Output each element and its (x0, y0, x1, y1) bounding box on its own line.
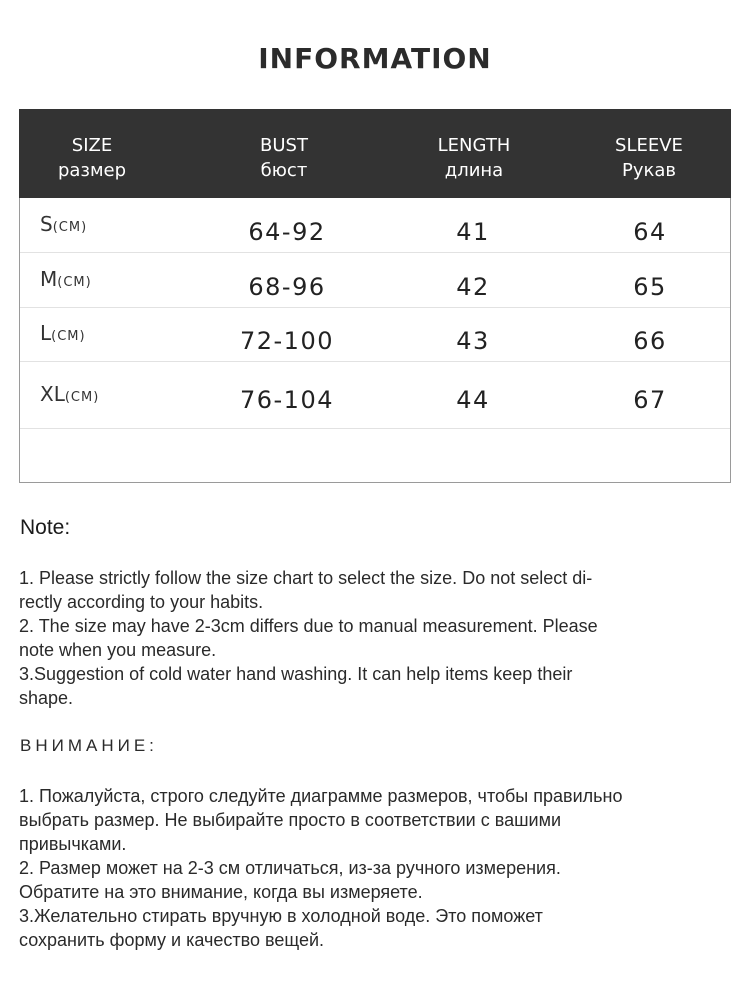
notice-line: 2. Размер может на 2-3 см отличаться, из-за ручного измерения. (19, 858, 561, 878)
size-unit: (CM) (64, 390, 100, 405)
size-unit: (CM) (51, 329, 86, 344)
sleeve-value: 67 (633, 386, 667, 414)
bust-value: 72-100 (239, 327, 334, 355)
note-text (19, 566, 731, 710)
notice-line: 3.Желательно стирать вручную в холодной воде. Это поможет (19, 906, 543, 926)
header-length-ru: длина (444, 160, 504, 181)
table-header (19, 109, 731, 198)
header-length (424, 133, 524, 183)
header-sleeve (599, 133, 699, 183)
header-bust-ru: бюст (260, 160, 308, 181)
size-unit: (CM) (52, 220, 88, 235)
sleeve-value: 64 (633, 218, 667, 246)
note-line: 2. The size may have 2-3cm differs due to manual measurement. Please (19, 616, 598, 636)
header-bust (234, 133, 334, 183)
row-size-label (40, 382, 99, 406)
row-size-label (40, 212, 87, 236)
size-name: M (40, 267, 58, 291)
size-chart-table (19, 109, 731, 483)
header-size-en: SIZE (71, 135, 113, 156)
note-line: 3.Suggestion of cold water hand washing. It can help items keep their (19, 664, 573, 684)
header-size-ru: размер (57, 160, 127, 181)
size-name: L (40, 321, 52, 345)
row-size-label (40, 267, 92, 291)
notice-line: выбрать размер. Не выбирайте просто в соответствии с вашими (19, 810, 562, 830)
size-unit: (CM) (57, 275, 92, 290)
size-name: XL (40, 382, 65, 406)
sleeve-value: 65 (633, 273, 667, 301)
table-row (20, 198, 730, 253)
table-row (20, 307, 730, 362)
notice-line: сохранить форму и качество вещей. (19, 930, 325, 950)
note-line: note when you measure. (19, 640, 217, 660)
header-sleeve-ru: Рукав (621, 160, 677, 181)
bust-value: 68-96 (248, 273, 326, 301)
notice-line: 1. Пожалуйста, строго следуйте диаграмме размеров, чтобы правильно (19, 786, 623, 806)
table-row (20, 253, 730, 308)
bust-value: 64-92 (248, 218, 326, 246)
page-title: INFORMATION (258, 42, 492, 75)
notice-ru-heading: ВНИМАНИЕ: (20, 736, 158, 755)
length-value: 44 (456, 386, 490, 414)
row-size-label (40, 321, 86, 345)
header-sleeve-en: SLEEVE (615, 135, 683, 156)
length-value: 42 (456, 273, 490, 301)
length-value: 41 (456, 218, 490, 246)
header-size (37, 133, 147, 183)
note-heading: Note: (20, 516, 71, 539)
length-value: 43 (456, 327, 490, 355)
table-row (20, 372, 730, 429)
header-length-en: LENGTH (437, 135, 511, 156)
sleeve-value: 66 (633, 327, 667, 355)
header-bust-en: BUST (260, 135, 308, 156)
note-line: 1. Please strictly follow the size chart to select the size. Do not select di- (19, 568, 593, 588)
bust-value: 76-104 (239, 386, 334, 414)
notice-ru-text (19, 784, 731, 952)
size-name: S (40, 212, 53, 236)
notice-line: Обратите на это внимание, когда вы измеряете. (19, 882, 423, 902)
notice-line: привычками. (19, 834, 127, 854)
note-line: shape. (19, 688, 74, 708)
note-line: rectly according to your habits. (19, 592, 264, 612)
